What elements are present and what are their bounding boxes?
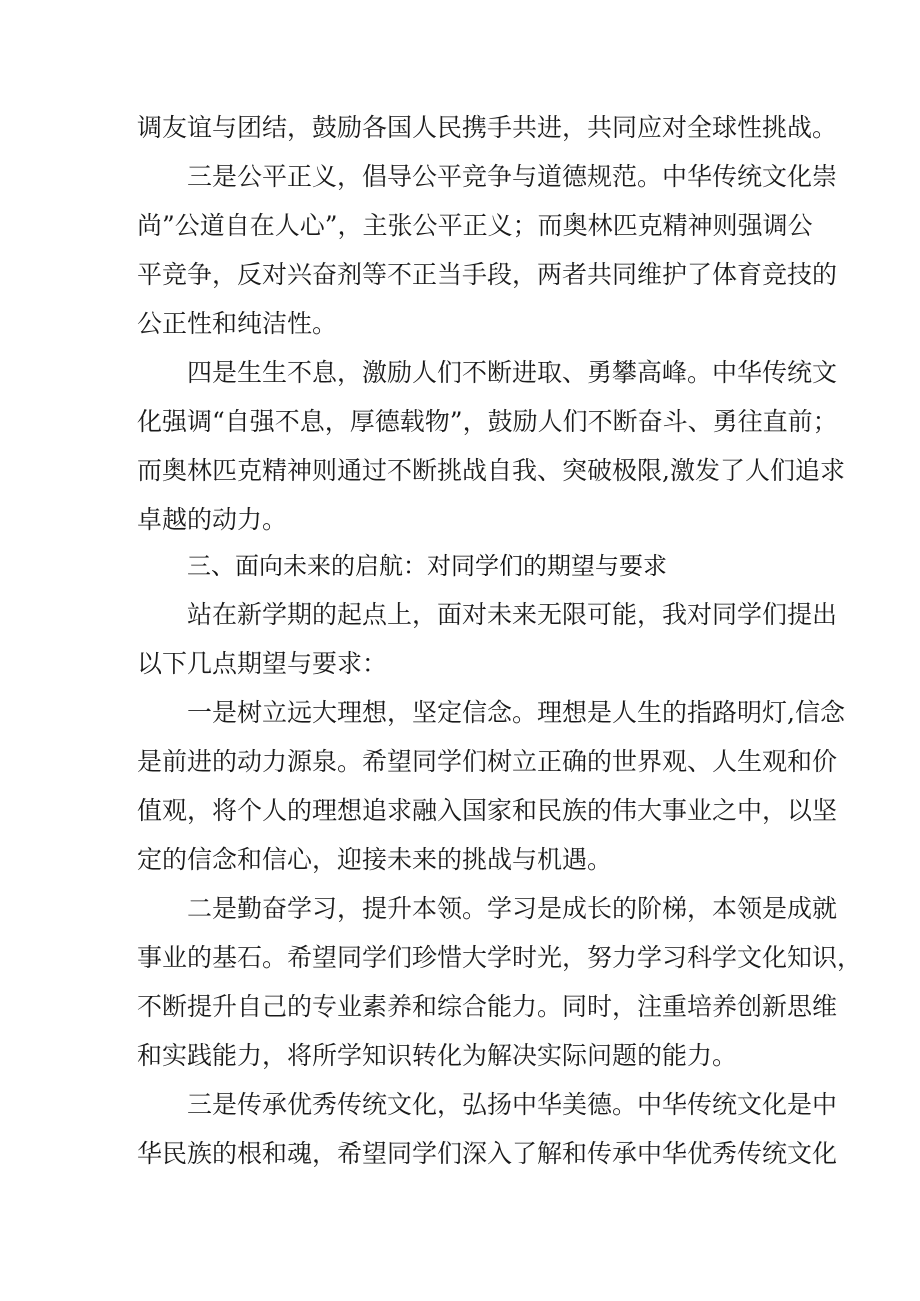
paragraph-line: 公正性和纯洁性。 xyxy=(137,309,338,338)
paragraph-line: 一是树立远大理想，坚定信念。理想是人生的指路明灯,信念 xyxy=(187,698,845,727)
paragraph-line: 卓越的动力。 xyxy=(137,505,288,534)
paragraph-line: 而奥林匹克精神则通过不断挑战自我、突破极限,激发了人们追求 xyxy=(137,456,845,485)
paragraph-line: 是前进的动力源泉。希望同学们树立正确的世界观、人生观和价 xyxy=(137,747,838,776)
paragraph-line: 化强调“自强不息，厚德载物”，鼓励人们不断奋斗、勇往直前； xyxy=(137,407,838,436)
paragraph-line: 二是勤奋学习，提升本领。学习是成长的阶梯，本领是成就 xyxy=(187,894,838,923)
paragraph-line: 站在新学期的起点上，面对未来无限可能，我对同学们提出 xyxy=(187,600,838,629)
paragraph-line: 平竞争，反对兴奋剂等不正当手段，两者共同维护了体育竞技的 xyxy=(137,260,838,289)
paragraph-line: 事业的基石。希望同学们珍惜大学时光，努力学习科学文化知识， xyxy=(137,943,863,972)
paragraph-line: 不断提升自己的专业素养和综合能力。同时，注重培养创新思维 xyxy=(137,992,838,1021)
paragraph-line: 四是生生不息，激励人们不断进取、勇攀高峰。中华传统文 xyxy=(187,358,838,387)
paragraph-line: 以下几点期望与要求： xyxy=(137,649,388,678)
paragraph-line: 三是公平正义，倡导公平竞争与道德规范。中华传统文化崇 xyxy=(187,162,838,191)
paragraph-line: 定的信念和信心，迎接未来的挑战与机遇。 xyxy=(137,845,613,874)
paragraph-line: 三是传承优秀传统文化，弘扬中华美德。中华传统文化是中 xyxy=(187,1090,838,1119)
paragraph-line: 和实践能力，将所学知识转化为解决实际问题的能力。 xyxy=(137,1041,738,1070)
paragraph-line: 调友谊与团结，鼓励各国人民携手共进，共同应对全球性挑战。 xyxy=(137,113,838,142)
paragraph-line: 华民族的根和魂，希望同学们深入了解和传承中华优秀传统文化 xyxy=(137,1139,838,1168)
paragraph-line: 值观，将个人的理想追求融入国家和民族的伟大事业之中，以坚 xyxy=(137,796,838,825)
section-heading: 三、面向未来的启航：对同学们的期望与要求 xyxy=(187,552,667,580)
paragraph-line: 尚”公道自在人心”，主张公平正义；而奥林匹克精神则强调公 xyxy=(137,211,813,240)
